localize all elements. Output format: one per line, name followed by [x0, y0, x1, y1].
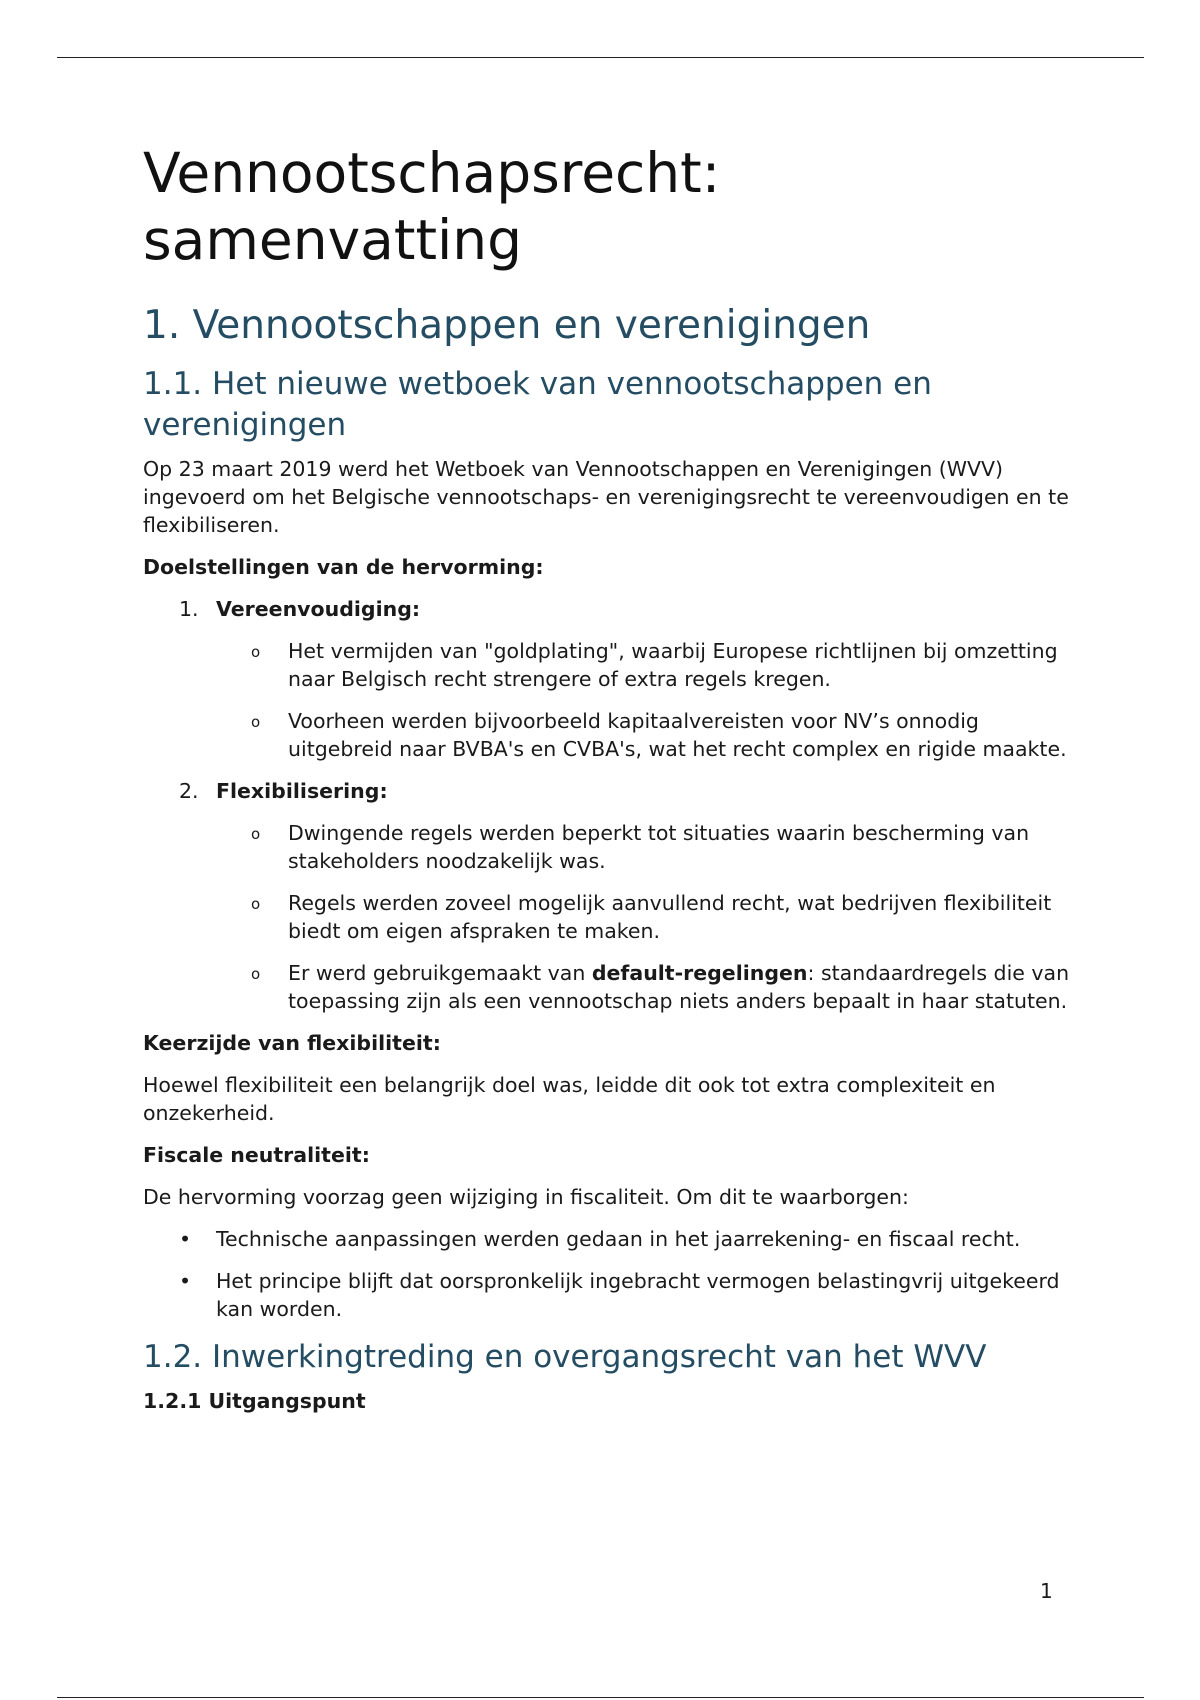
- goal-2-sub-item: [143, 959, 1073, 1015]
- default-regelingen-term: default-regelingen: [591, 961, 808, 985]
- fiscal-bullet-item: [143, 1267, 1073, 1323]
- sub-bullet-icon: o: [251, 825, 261, 843]
- goals-label: Doelstellingen van de hervorming:: [143, 555, 544, 579]
- document-page: [143, 140, 1073, 1415]
- sub-bullet-icon: o: [251, 965, 261, 983]
- document-title-line-2: samenvatting: [143, 208, 523, 272]
- fiscal-label: Fiscale neutraliteit:: [143, 1143, 370, 1167]
- downside-label: Keerzijde van flexibiliteit:: [143, 1031, 441, 1055]
- sub-bullet-icon: o: [251, 713, 261, 731]
- page-number: 1: [1040, 1579, 1053, 1603]
- sub-bullet-icon: o: [251, 643, 261, 661]
- goal-1-sub-text-2: Voorheen werden bijvoorbeeld kapitaalvereisten voor NV’s onnodig uitgebreid naar BVBA's en CVBA's, wat het recht complex en rigide maakte.: [288, 709, 1067, 761]
- goal-item-1: [143, 595, 1073, 623]
- goal-2-sub-text-2: Regels werden zoveel mogelijk aanvullend recht, wat bedrijven flexibiliteit biedt om eigen afspraken te maken.: [288, 891, 1052, 943]
- chapter-heading: 1. Vennootschappen en verenigingen: [143, 303, 871, 348]
- fiscal-bullet-text-1: Technische aanpassingen werden gedaan in het jaarrekening- en fiscaal recht.: [216, 1227, 1021, 1251]
- document-title: [143, 140, 1073, 274]
- section-1-2-1-heading: 1.2.1 Uitgangspunt: [143, 1389, 366, 1413]
- goal-2-sub-text-3-after: : standaardregels die van toepassing zijn als een vennootschap niets anders bepaalt in haar statuten.: [288, 961, 1070, 1013]
- fiscal-bullet-text-2: Het principe blijft dat oorspronkelijk ingebracht vermogen belastingvrij uitgekeerd kan worden.: [216, 1269, 1060, 1321]
- goal-2-sub-item: [143, 889, 1073, 945]
- header-rule: [57, 57, 1144, 58]
- fiscal-text: De hervorming voorzag geen wijziging in fiscaliteit. Om dit te waarborgen:: [143, 1185, 909, 1209]
- section-1-2-heading: 1.2. Inwerkingtreding en overgangsrecht van het WVV: [143, 1339, 987, 1375]
- goal-label-2: Flexibilisering:: [216, 779, 388, 803]
- goal-marker-1: 1.: [179, 597, 199, 621]
- downside-text: Hoewel flexibiliteit een belangrijk doel was, leidde dit ook tot extra complexiteit en onzekerheid.: [143, 1073, 996, 1125]
- goal-1-sub-item: [143, 637, 1073, 693]
- goal-1-sub-item: [143, 707, 1073, 763]
- goal-2-sub-text-1: Dwingende regels werden beperkt tot situaties waarin bescherming van stakeholders noodzakelijk was.: [288, 821, 1030, 873]
- bullet-icon: •: [179, 1227, 192, 1251]
- document-title-line-1: Vennootschapsrecht:: [143, 141, 721, 205]
- section-1-1-heading: 1.1. Het nieuwe wetboek van vennootschappen en verenigingen: [143, 366, 932, 443]
- sub-bullet-icon: o: [251, 895, 261, 913]
- section-1-1-intro: Op 23 maart 2019 werd het Wetboek van Vennootschappen en Verenigingen (WVV) ingevoerd om het Belgische vennootschaps- en verenigingsrecht te vereenvoudigen en te flexibiliseren.: [143, 457, 1069, 537]
- goal-label-1: Vereenvoudiging:: [216, 597, 421, 621]
- goal-marker-2: 2.: [179, 779, 199, 803]
- fiscal-bullet-item: [143, 1225, 1073, 1253]
- goal-item-2: [143, 777, 1073, 805]
- goal-1-sub-text-1: Het vermijden van "goldplating", waarbij Europese richtlijnen bij omzetting naar Belgisch recht strengere of extra regels kregen.: [288, 639, 1058, 691]
- bullet-icon: •: [179, 1269, 192, 1293]
- footer-rule: [57, 1697, 1144, 1698]
- goal-2-sub-text-3-before: Er werd gebruikgemaakt van: [288, 961, 592, 985]
- goal-2-sub-item: [143, 819, 1073, 875]
